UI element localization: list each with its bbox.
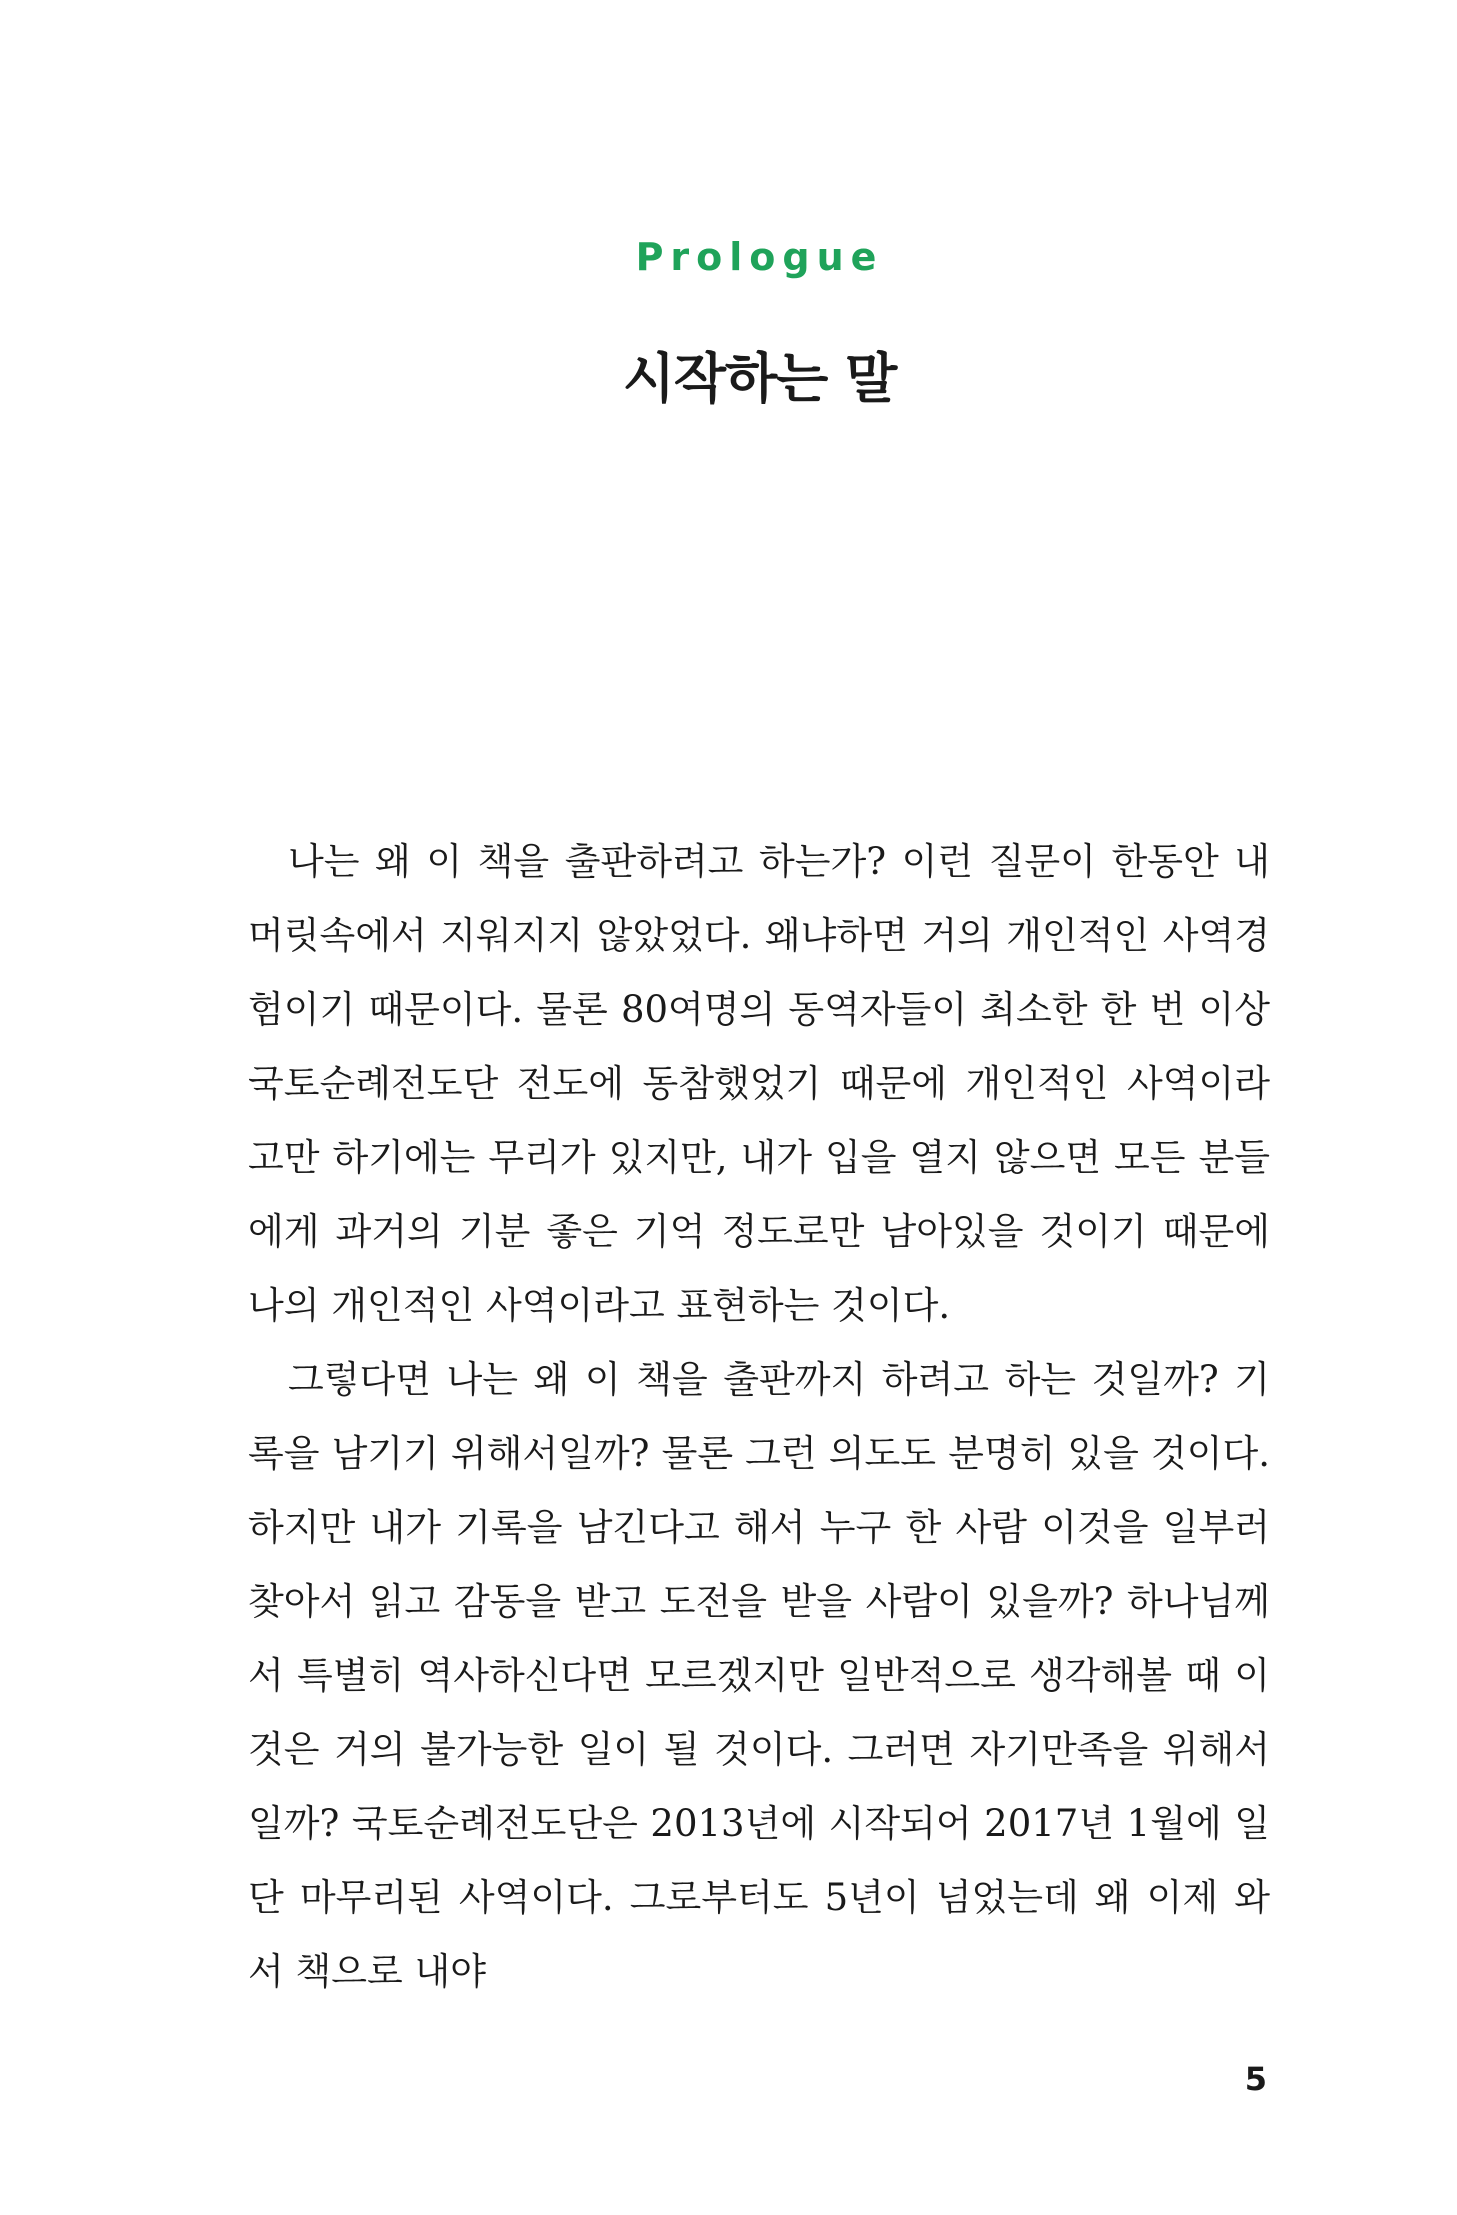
section-kicker: Prologue [635, 235, 884, 279]
body-text [248, 825, 1270, 2009]
paragraph: 그렇다면 나는 왜 이 책을 출판까지 하려고 하는 것일까? 기록을 남기기 위해서일까? 물론 그런 의도도 분명히 있을 것이다. 하지만 내가 기록을 남긴다고 해서 누구 한 사람 이것을 일부러 찾아서 읽고 감동을 받고 도전을 받을 사람이 있을까? 하나님께서 특별히 역사하신다면 모르겠지만 일반적으로 생각해볼 때 이것은 거의 불가능한 일이 될 것이다. 그러면 자기만족을 위해서일까? 국토순례전도단은 2013년에 시작되어 2017년 1월에 일단 마무리된 사역이다. 그로부터도 5년이 넘었는데 왜 이제 와서 책으로 내야 [248, 1358, 1270, 1993]
paragraph: 나는 왜 이 책을 출판하려고 하는가? 이런 질문이 한동안 내 머릿속에서 지워지지 않았었다. 왜냐하면 거의 개인적인 사역경험이기 때문이다. 물론 80여명의 동역자들이 최소한 한 번 이상 국토순례전도단 전도에 동참했었기 때문에 개인적인 사역이라고만 하기에는 무리가 있지만, 내가 입을 열지 않으면 모든 분들에게 과거의 기분 좋은 기억 정도로만 남아있을 것이기 때문에 나의 개인적인 사역이라고 표현하는 것이다. [248, 840, 1270, 1327]
page-number: 5 [1244, 2060, 1267, 2098]
chapter-title: 시작하는 말 [622, 347, 897, 410]
